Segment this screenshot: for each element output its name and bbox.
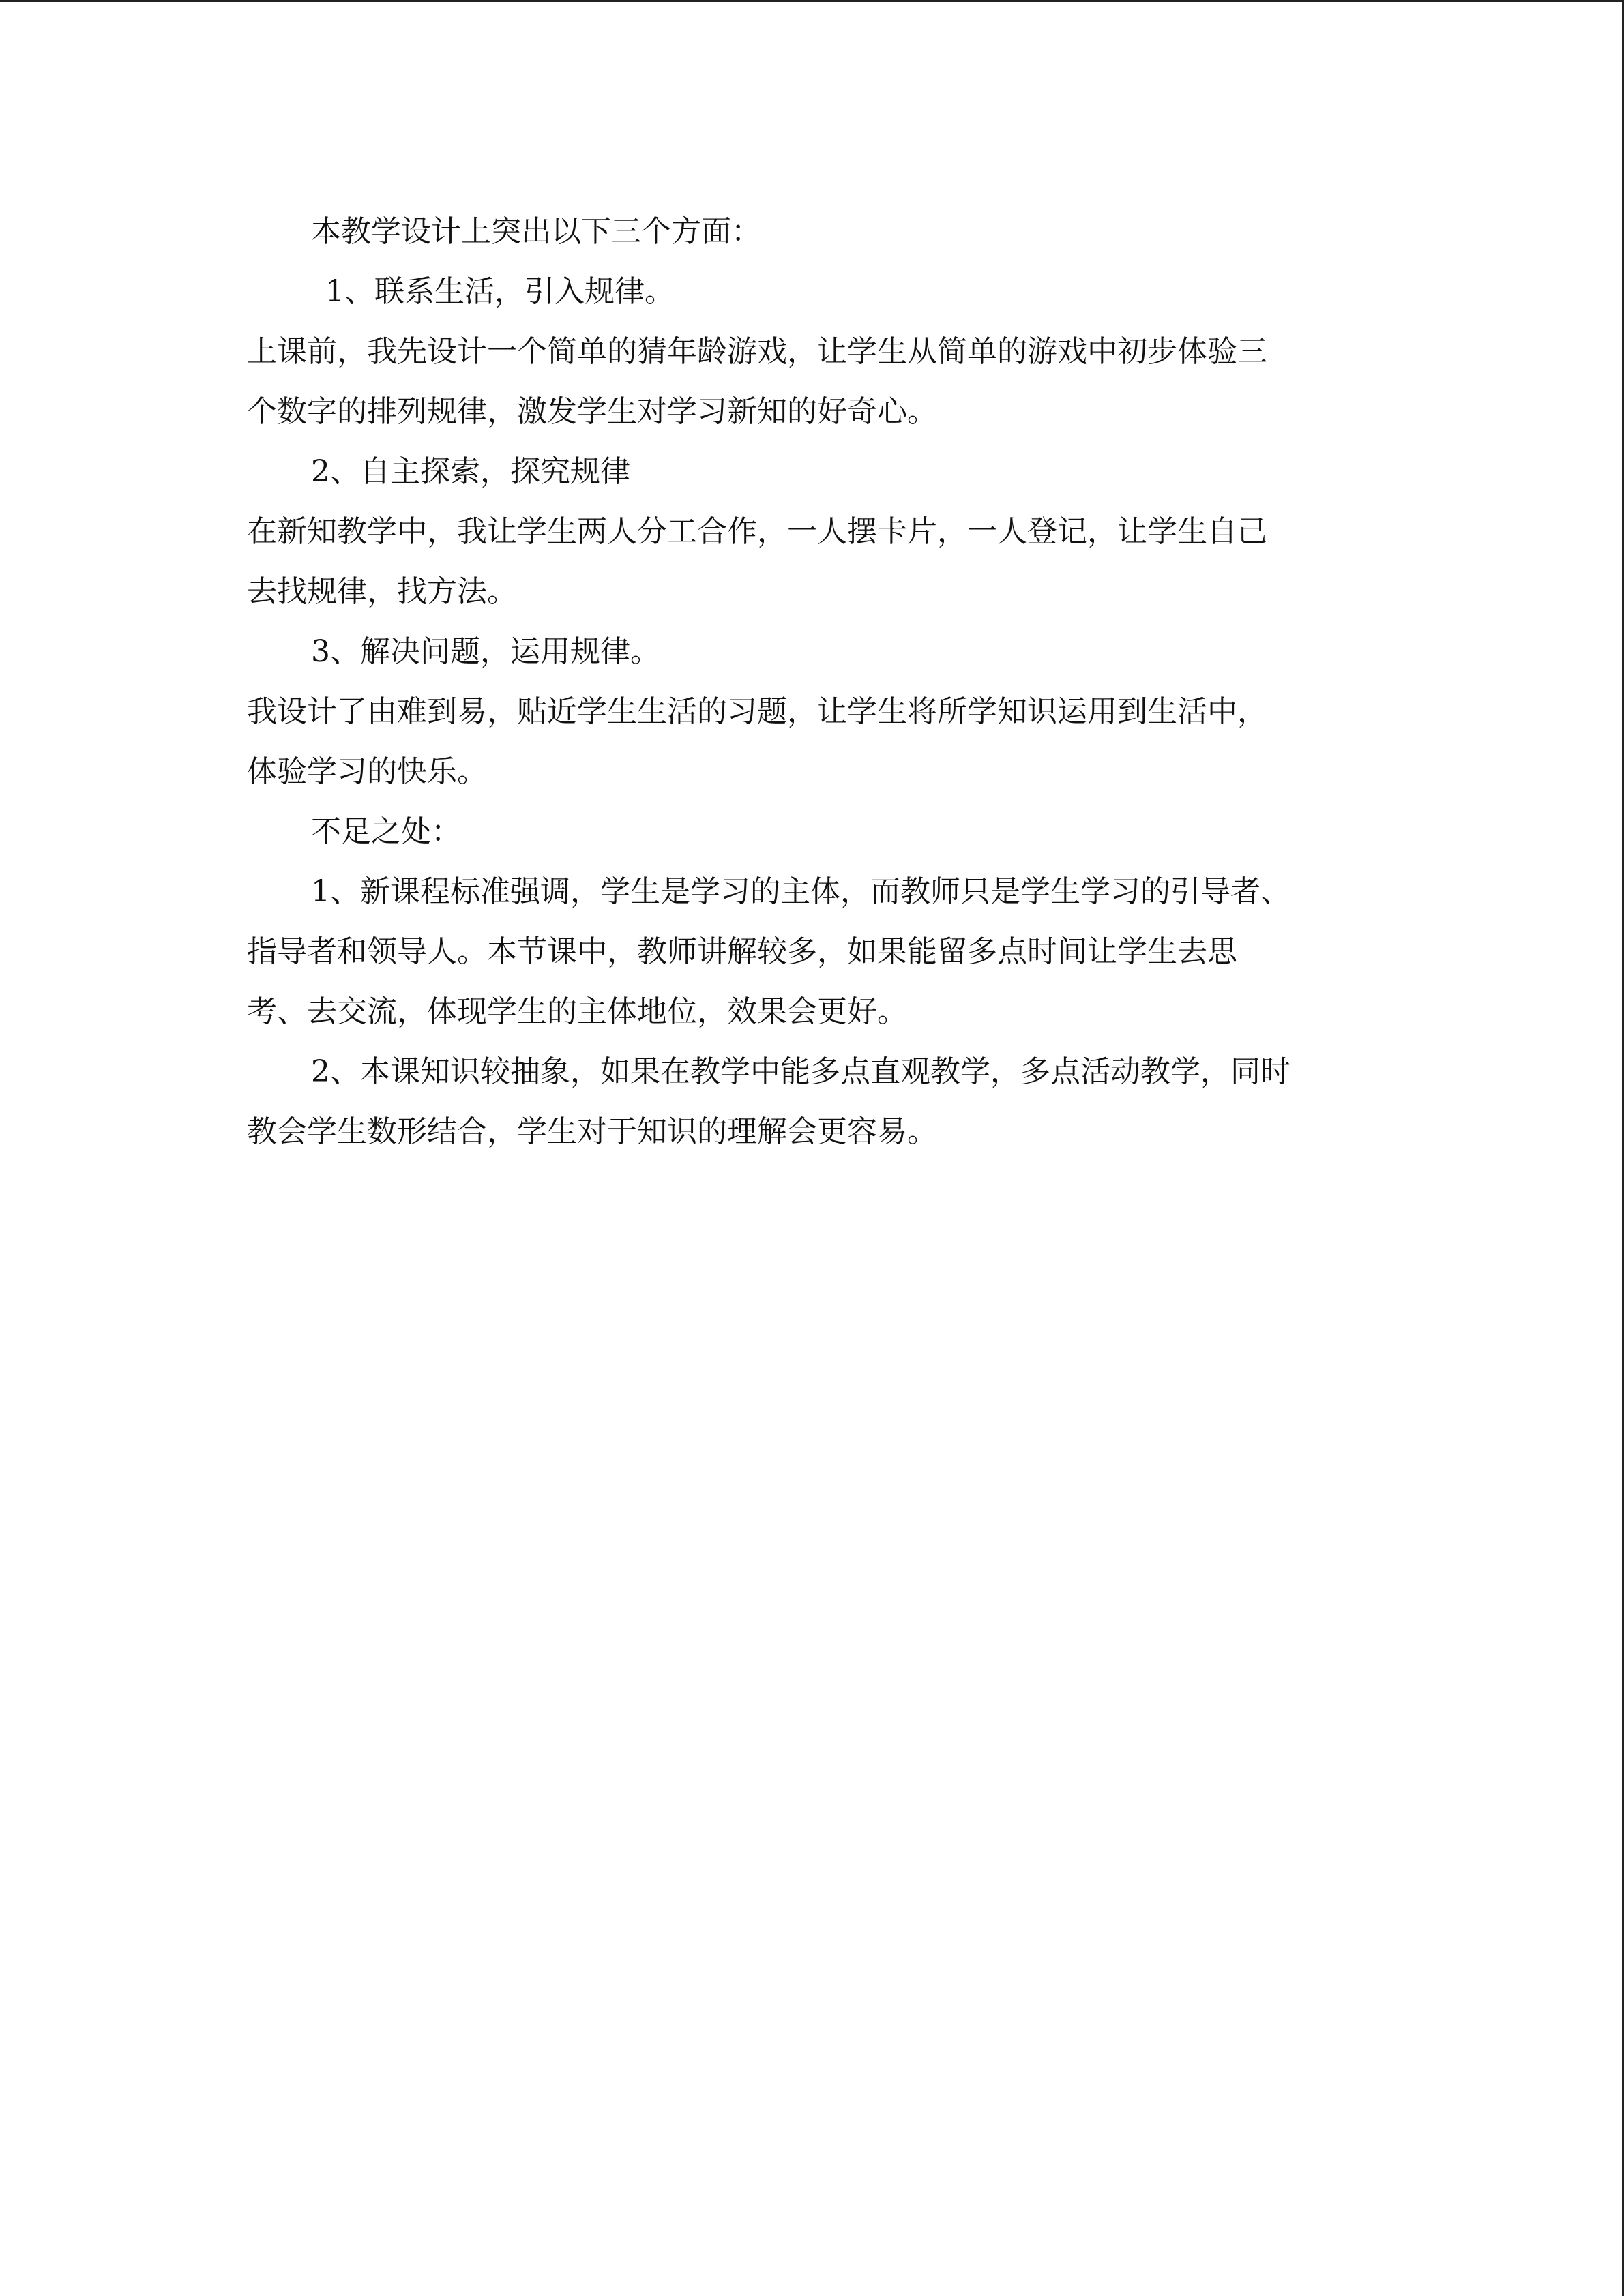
- point3-heading: 3、解决问题，运用规律。: [311, 634, 660, 669]
- point2-text-line-1: 在新知教学中，我让学生两人分工合作，一人摆卡片，一人登记，让学生自己: [247, 514, 1267, 549]
- point2-text-line-2: 去找规律，找方法。: [247, 574, 517, 609]
- shortcoming1-line-3: 考、去交流，体现学生的主体地位，效果会更好。: [247, 994, 907, 1029]
- shortcoming2-line-1: 2、本课知识较抽象，如果在教学中能多点直观教学，多点活动教学，同时: [311, 1054, 1290, 1089]
- point1-text-line-1: 上课前，我先设计一个简单的猜年龄游戏，让学生从简单的游戏中初步体验三: [247, 334, 1267, 369]
- point1-text-line-2: 个数字的排列规律，激发学生对学习新知的好奇心。: [247, 394, 937, 429]
- intro-paragraph: 本教学设计上突出以下三个方面：: [311, 214, 761, 249]
- shortcoming2-line-2: 教会学生数形结合，学生对于知识的理解会更容易。: [247, 1114, 937, 1149]
- point3-text-line-1: 我设计了由难到易，贴近学生生活的习题，让学生将所学知识运用到生活中，: [247, 694, 1267, 729]
- point2-heading: 2、自主探索，探究规律: [311, 454, 630, 489]
- shortcomings-heading: 不足之处：: [311, 814, 461, 849]
- point1-heading: 1、联系生活，引入规律。: [325, 274, 675, 309]
- shortcoming1-line-2: 指导者和领导人。本节课中，教师讲解较多，如果能留多点时间让学生去思: [247, 934, 1237, 969]
- shortcoming1-line-1: 1、新课程标准强调，学生是学习的主体，而教师只是学生学习的引导者、: [311, 874, 1290, 909]
- point3-text-line-2: 体验学习的快乐。: [247, 754, 487, 789]
